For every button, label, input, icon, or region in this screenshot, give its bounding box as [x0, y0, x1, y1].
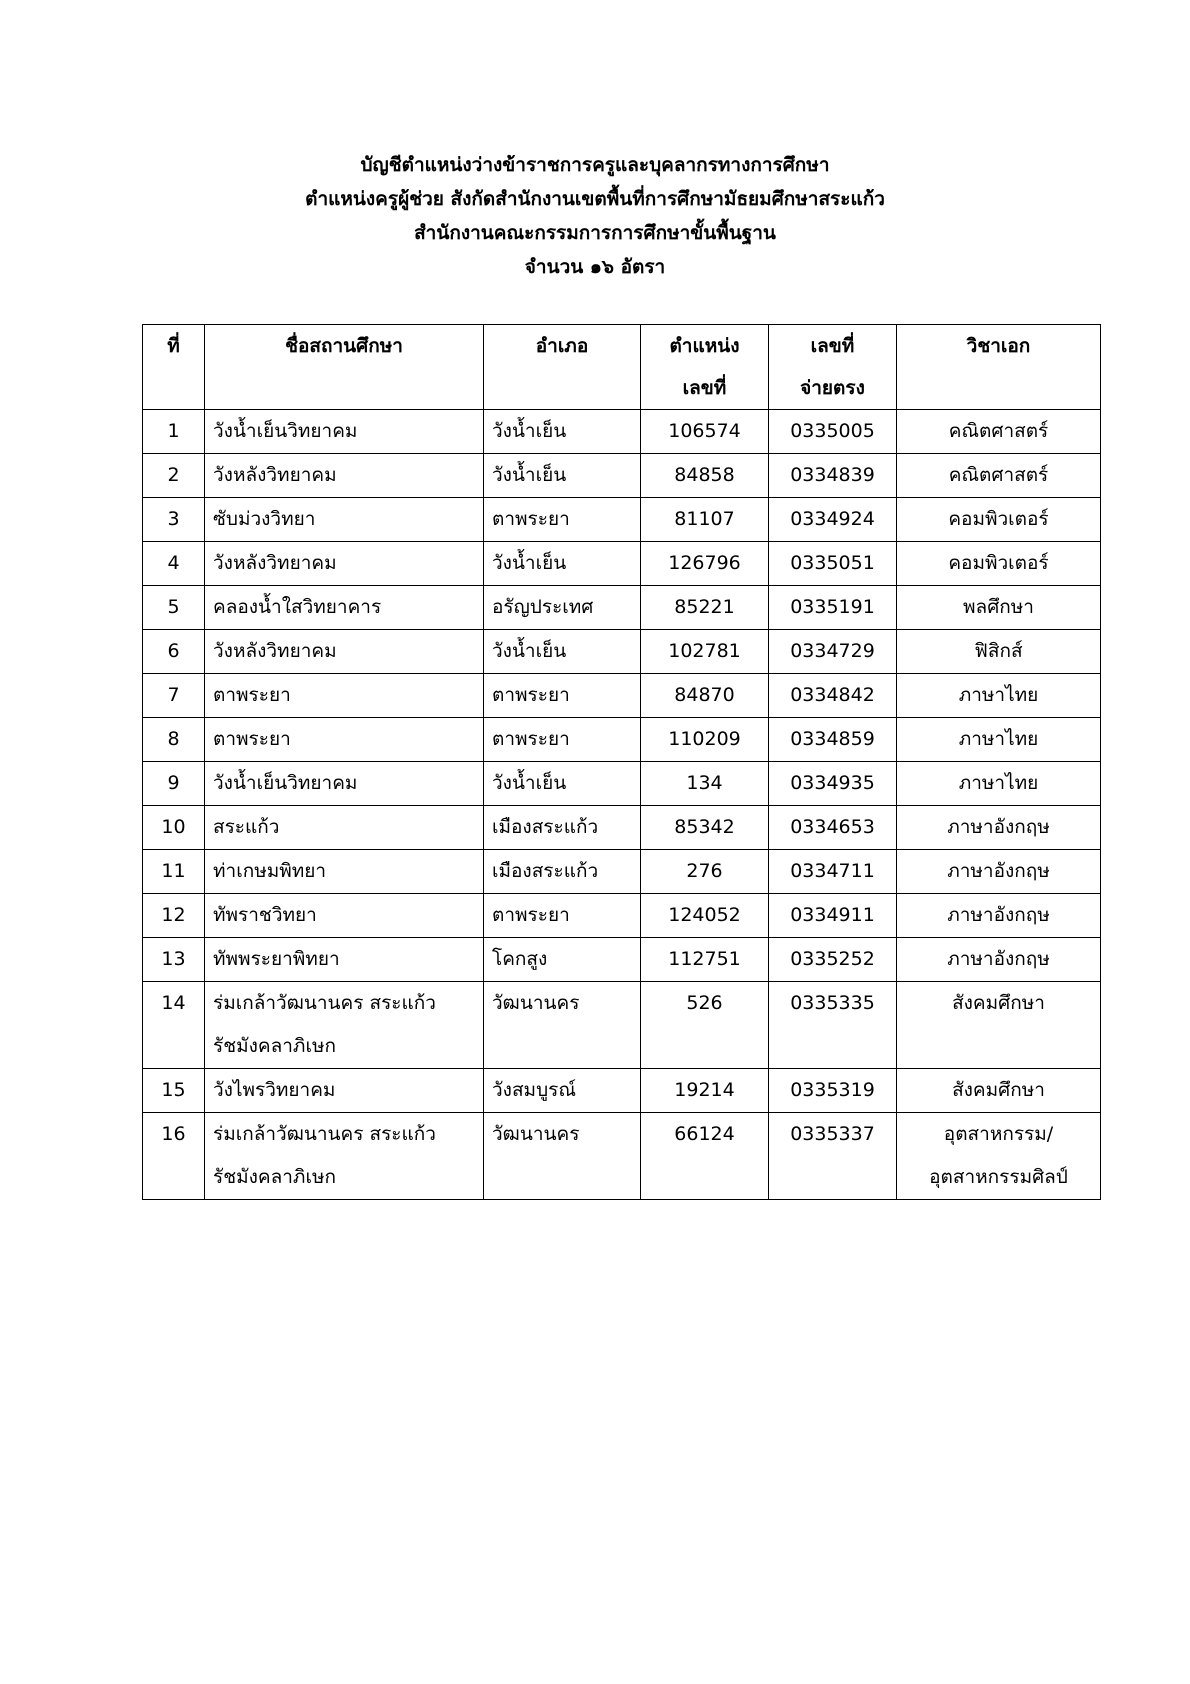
cell-district: วังน้ำเย็น [484, 410, 641, 454]
cell-school: วังไพรวิทยาคม [205, 1069, 484, 1113]
table-row [143, 542, 1101, 586]
cell-position-number: 134 [641, 762, 769, 806]
cell-no: 12 [143, 894, 205, 938]
cell-school: ร่มเกล้าวัฒนานคร สระแก้ว รัชมังคลาภิเษก [205, 1113, 484, 1200]
table-row [143, 894, 1101, 938]
cell-district: วังน้ำเย็น [484, 542, 641, 586]
cell-major: พลศึกษา [897, 586, 1101, 630]
cell-district: โคกสูง [484, 938, 641, 982]
cell-no: 3 [143, 498, 205, 542]
header-position-number: ตำแหน่ง เลขที่ [641, 325, 769, 410]
cell-school: ร่มเกล้าวัฒนานคร สระแก้ว รัชมังคลาภิเษก [205, 982, 484, 1069]
header-major: วิชาเอก [897, 325, 1101, 410]
table-row [143, 850, 1101, 894]
cell-no: 10 [143, 806, 205, 850]
cell-school: คลองน้ำใสวิทยาคาร [205, 586, 484, 630]
cell-position-number: 106574 [641, 410, 769, 454]
cell-district: วังน้ำเย็น [484, 630, 641, 674]
heading-line-1: บัญชีตำแหน่งว่างข้าราชการครูและบุคลากรทางการศึกษา [360, 154, 830, 176]
cell-no: 16 [143, 1113, 205, 1200]
cell-position-number: 112751 [641, 938, 769, 982]
header-payment-number: เลขที่ จ่ายตรง [769, 325, 897, 410]
cell-no: 5 [143, 586, 205, 630]
cell-district: ตาพระยา [484, 674, 641, 718]
cell-district: อรัญประเทศ [484, 586, 641, 630]
cell-district: เมืองสระแก้ว [484, 806, 641, 850]
heading-line-4: จำนวน ๑๖ อัตรา [524, 256, 666, 278]
heading-line-3: สำนักงานคณะกรรมการการศึกษาขั้นพื้นฐาน [414, 222, 776, 244]
cell-school: วังหลังวิทยาคม [205, 630, 484, 674]
cell-position-number: 124052 [641, 894, 769, 938]
cell-school: ทัพพระยาพิทยา [205, 938, 484, 982]
cell-school: วังหลังวิทยาคม [205, 542, 484, 586]
cell-school: สระแก้ว [205, 806, 484, 850]
cell-no: 1 [143, 410, 205, 454]
cell-district: เมืองสระแก้ว [484, 850, 641, 894]
cell-school: ซับม่วงวิทยา [205, 498, 484, 542]
cell-payment-number: 0335005 [769, 410, 897, 454]
cell-position-number: 66124 [641, 1113, 769, 1200]
table-row [143, 982, 1101, 1069]
cell-payment-number: 0335191 [769, 586, 897, 630]
table-row [143, 454, 1101, 498]
cell-school: วังน้ำเย็นวิทยาคม [205, 762, 484, 806]
document-heading [0, 148, 1190, 284]
cell-major: ภาษาไทย [897, 718, 1101, 762]
cell-school: วังน้ำเย็นวิทยาคม [205, 410, 484, 454]
cell-school: ตาพระยา [205, 718, 484, 762]
cell-no: 13 [143, 938, 205, 982]
cell-school: วังหลังวิทยาคม [205, 454, 484, 498]
table-row [143, 674, 1101, 718]
table-row [143, 630, 1101, 674]
cell-position-number: 126796 [641, 542, 769, 586]
table-body [143, 410, 1101, 1200]
table-row [143, 410, 1101, 454]
header-district: อำเภอ [484, 325, 641, 410]
cell-major: คณิตศาสตร์ [897, 454, 1101, 498]
cell-major: สังคมศึกษา [897, 982, 1101, 1069]
cell-district: วังน้ำเย็น [484, 762, 641, 806]
cell-no: 4 [143, 542, 205, 586]
cell-payment-number: 0334842 [769, 674, 897, 718]
cell-major: ฟิสิกส์ [897, 630, 1101, 674]
header-school: ชื่อสถานศึกษา [205, 325, 484, 410]
cell-district: ตาพระยา [484, 718, 641, 762]
cell-district: วังน้ำเย็น [484, 454, 641, 498]
cell-no: 14 [143, 982, 205, 1069]
table-row [143, 1069, 1101, 1113]
table-header-row [143, 325, 1101, 410]
cell-major: สังคมศึกษา [897, 1069, 1101, 1113]
cell-payment-number: 0335319 [769, 1069, 897, 1113]
cell-position-number: 19214 [641, 1069, 769, 1113]
cell-position-number: 526 [641, 982, 769, 1069]
table-row [143, 586, 1101, 630]
cell-payment-number: 0334729 [769, 630, 897, 674]
cell-position-number: 276 [641, 850, 769, 894]
cell-payment-number: 0334711 [769, 850, 897, 894]
cell-major: คณิตศาสตร์ [897, 410, 1101, 454]
cell-payment-number: 0335335 [769, 982, 897, 1069]
cell-no: 15 [143, 1069, 205, 1113]
cell-district: วัฒนานคร [484, 982, 641, 1069]
vacancy-table [142, 324, 1101, 1200]
cell-major: คอมพิวเตอร์ [897, 498, 1101, 542]
cell-payment-number: 0334859 [769, 718, 897, 762]
cell-no: 2 [143, 454, 205, 498]
cell-payment-number: 0334653 [769, 806, 897, 850]
cell-major: คอมพิวเตอร์ [897, 542, 1101, 586]
cell-payment-number: 0334924 [769, 498, 897, 542]
cell-major: ภาษาไทย [897, 762, 1101, 806]
cell-payment-number: 0335252 [769, 938, 897, 982]
table-row [143, 938, 1101, 982]
cell-position-number: 84870 [641, 674, 769, 718]
cell-major: ภาษาอังกฤษ [897, 938, 1101, 982]
cell-payment-number: 0335051 [769, 542, 897, 586]
table-row [143, 1113, 1101, 1200]
cell-no: 11 [143, 850, 205, 894]
table-row [143, 718, 1101, 762]
cell-school: ตาพระยา [205, 674, 484, 718]
cell-payment-number: 0334911 [769, 894, 897, 938]
cell-major: ภาษาไทย [897, 674, 1101, 718]
cell-school: ท่าเกษมพิทยา [205, 850, 484, 894]
cell-district: ตาพระยา [484, 894, 641, 938]
table-row [143, 498, 1101, 542]
cell-payment-number: 0334935 [769, 762, 897, 806]
cell-major: ภาษาอังกฤษ [897, 806, 1101, 850]
cell-position-number: 85342 [641, 806, 769, 850]
cell-no: 7 [143, 674, 205, 718]
cell-position-number: 102781 [641, 630, 769, 674]
cell-district: วัฒนานคร [484, 1113, 641, 1200]
cell-payment-number: 0335337 [769, 1113, 897, 1200]
cell-district: ตาพระยา [484, 498, 641, 542]
cell-major: ภาษาอังกฤษ [897, 894, 1101, 938]
cell-position-number: 85221 [641, 586, 769, 630]
cell-no: 8 [143, 718, 205, 762]
cell-no: 6 [143, 630, 205, 674]
cell-major: ภาษาอังกฤษ [897, 850, 1101, 894]
cell-position-number: 81107 [641, 498, 769, 542]
cell-position-number: 84858 [641, 454, 769, 498]
table-row [143, 762, 1101, 806]
table-row [143, 806, 1101, 850]
heading-line-2: ตำแหน่งครูผู้ช่วย สังกัดสำนักงานเขตพื้นที่การศึกษามัธยมศึกษาสระแก้ว [305, 188, 885, 210]
cell-school: ทัพราชวิทยา [205, 894, 484, 938]
cell-major: อุตสาหกรรม/ อุตสาหกรรมศิลป์ [897, 1113, 1101, 1200]
cell-payment-number: 0334839 [769, 454, 897, 498]
cell-district: วังสมบูรณ์ [484, 1069, 641, 1113]
header-no: ที่ [143, 325, 205, 410]
cell-position-number: 110209 [641, 718, 769, 762]
cell-no: 9 [143, 762, 205, 806]
